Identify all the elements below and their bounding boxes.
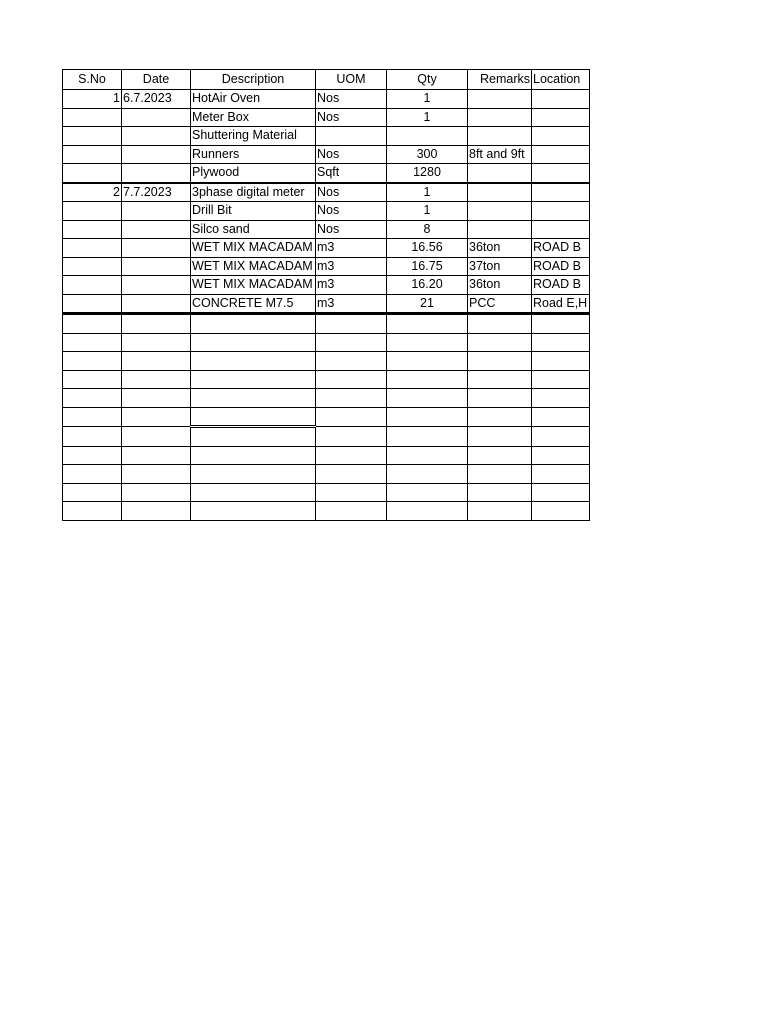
table-row [63,239,590,258]
table-row [63,183,590,202]
cell-date[interactable] [122,127,191,146]
cell-location[interactable] [532,164,590,183]
cell-uom[interactable]: Nos [316,108,387,127]
cell-uom[interactable]: Nos [316,220,387,239]
empty-cell[interactable] [63,407,122,427]
cell-sno[interactable] [63,294,122,314]
cell-date[interactable] [122,257,191,276]
empty-cell[interactable] [63,465,122,484]
table-row [63,90,590,109]
empty-cell[interactable] [191,427,316,447]
empty-cell[interactable] [191,370,316,389]
empty-row [63,314,590,334]
cell-uom[interactable]: Nos [316,90,387,109]
cell-qty[interactable]: 21 [387,294,468,314]
cell-date[interactable] [122,202,191,221]
empty-cell[interactable] [387,446,468,465]
cell-remarks[interactable] [468,183,532,202]
cell-date[interactable]: 6.7.2023 [122,90,191,109]
cell-location[interactable] [532,183,590,202]
empty-cell[interactable] [532,352,590,371]
cell-date[interactable] [122,220,191,239]
cell-description[interactable]: 3phase digital meter [191,183,316,202]
empty-cell[interactable] [122,483,191,502]
cell-date[interactable] [122,164,191,183]
empty-cell[interactable] [532,389,590,408]
cell-location[interactable] [532,220,590,239]
cell-uom[interactable]: m3 [316,294,387,314]
cell-location[interactable] [532,127,590,146]
empty-cell[interactable] [191,407,316,427]
empty-cell[interactable] [468,483,532,502]
cell-uom[interactable]: Nos [316,202,387,221]
cell-uom[interactable]: Sqft [316,164,387,183]
cell-qty[interactable]: 1 [387,90,468,109]
empty-cell[interactable] [63,427,122,447]
cell-remarks[interactable] [468,127,532,146]
empty-cell[interactable] [468,465,532,484]
cell-remarks[interactable]: 36ton [468,276,532,295]
cell-sno[interactable]: 1 [63,90,122,109]
empty-cell[interactable] [468,314,532,334]
empty-row [63,352,590,371]
empty-cell[interactable] [122,333,191,352]
empty-cell[interactable] [387,502,468,521]
empty-cell[interactable] [532,314,590,334]
empty-cell[interactable] [468,389,532,408]
empty-cell[interactable] [122,407,191,427]
cell-date[interactable] [122,294,191,314]
cell-qty[interactable]: 1 [387,202,468,221]
empty-cell[interactable] [532,333,590,352]
empty-cell[interactable] [387,483,468,502]
cell-location[interactable]: ROAD B [532,257,590,276]
cell-sno[interactable] [63,127,122,146]
cell-sno[interactable] [63,220,122,239]
empty-cell[interactable] [191,483,316,502]
empty-cell[interactable] [387,427,468,447]
empty-cell[interactable] [122,370,191,389]
cell-remarks[interactable]: PCC [468,294,532,314]
empty-cell[interactable] [191,352,316,371]
cell-sno[interactable] [63,257,122,276]
cell-remarks[interactable] [468,164,532,183]
empty-cell[interactable] [387,389,468,408]
empty-cell[interactable] [122,502,191,521]
empty-cell[interactable] [122,352,191,371]
empty-cell[interactable] [122,446,191,465]
empty-cell[interactable] [316,352,387,371]
empty-cell[interactable] [387,333,468,352]
empty-cell[interactable] [468,407,532,427]
empty-cell[interactable] [316,483,387,502]
cell-uom[interactable]: m3 [316,276,387,295]
table-row [63,108,590,127]
cell-location[interactable] [532,202,590,221]
empty-cell[interactable] [122,427,191,447]
empty-row [63,446,590,465]
cell-remarks[interactable] [468,202,532,221]
header-sno[interactable]: S.No [63,70,122,90]
cell-uom[interactable]: m3 [316,239,387,258]
cell-sno[interactable]: 2 [63,183,122,202]
empty-row [63,483,590,502]
table-row [63,257,590,276]
empty-cell[interactable] [122,465,191,484]
empty-row [63,465,590,484]
empty-cell[interactable] [532,446,590,465]
empty-cell[interactable] [316,333,387,352]
cell-uom[interactable] [316,127,387,146]
empty-cell[interactable] [191,446,316,465]
empty-cell[interactable] [468,427,532,447]
empty-cell[interactable] [316,465,387,484]
cell-location[interactable]: ROAD B [532,276,590,295]
cell-date[interactable] [122,108,191,127]
cell-description[interactable]: Plywood [191,164,316,183]
table-row [63,276,590,295]
cell-description[interactable]: Meter Box [191,108,316,127]
cell-remarks[interactable]: 37ton [468,257,532,276]
header-qty[interactable]: Qty [387,70,468,90]
empty-cell[interactable] [387,352,468,371]
empty-cell[interactable] [63,502,122,521]
empty-cell[interactable] [468,352,532,371]
empty-cell[interactable] [468,446,532,465]
header-row [63,70,590,90]
cell-description[interactable]: CONCRETE M7.5 [191,294,316,314]
cell-location[interactable]: Road E,H [532,294,590,314]
empty-cell[interactable] [122,314,191,334]
cell-description[interactable]: Runners [191,145,316,164]
empty-row [63,407,590,427]
cell-remarks[interactable]: 8ft and 9ft [468,145,532,164]
empty-cell[interactable] [316,314,387,334]
empty-row [63,502,590,521]
empty-cell[interactable] [191,465,316,484]
cell-description[interactable]: Silco sand [191,220,316,239]
empty-cell[interactable] [468,370,532,389]
empty-cell[interactable] [191,333,316,352]
cell-remarks[interactable] [468,90,532,109]
inventory-table [62,69,590,521]
empty-cell[interactable] [316,389,387,408]
cell-uom[interactable]: Nos [316,145,387,164]
cell-sno[interactable] [63,202,122,221]
empty-cell[interactable] [63,483,122,502]
cell-remarks[interactable] [468,108,532,127]
empty-cell[interactable] [191,314,316,334]
empty-cell[interactable] [316,502,387,521]
cell-qty[interactable]: 1280 [387,164,468,183]
table-row [63,202,590,221]
empty-row [63,427,590,447]
cell-location[interactable]: ROAD B [532,239,590,258]
cell-qty[interactable]: 300 [387,145,468,164]
empty-cell[interactable] [63,370,122,389]
empty-cell[interactable] [63,389,122,408]
cell-sno[interactable] [63,276,122,295]
header-remarks[interactable]: Remarks [468,70,532,90]
empty-row [63,389,590,408]
cell-description[interactable]: WET MIX MACADAM [191,239,316,258]
empty-cell[interactable] [532,427,590,447]
cell-qty[interactable]: 16.20 [387,276,468,295]
empty-cell[interactable] [316,427,387,447]
empty-cell[interactable] [316,370,387,389]
empty-cell[interactable] [316,446,387,465]
empty-cell[interactable] [63,333,122,352]
empty-cell[interactable] [532,465,590,484]
empty-cell[interactable] [316,407,387,427]
cell-date[interactable] [122,276,191,295]
empty-cell[interactable] [468,333,532,352]
empty-cell[interactable] [468,502,532,521]
header-uom[interactable]: UOM [316,70,387,90]
empty-cell[interactable] [532,407,590,427]
empty-cell[interactable] [63,446,122,465]
table-row [63,127,590,146]
header-location[interactable]: Location [532,70,590,90]
cell-qty[interactable]: 8 [387,220,468,239]
cell-date[interactable] [122,239,191,258]
cell-location[interactable] [532,108,590,127]
cell-description[interactable]: Drill Bit [191,202,316,221]
table-row [63,220,590,239]
cell-qty[interactable]: 16.75 [387,257,468,276]
empty-cell[interactable] [387,314,468,334]
cell-uom[interactable]: m3 [316,257,387,276]
empty-cell[interactable] [387,407,468,427]
empty-cell[interactable] [532,370,590,389]
cell-qty[interactable]: 16.56 [387,239,468,258]
header-description[interactable]: Description [191,70,316,90]
empty-row [63,370,590,389]
table-row [63,145,590,164]
cell-remarks[interactable]: 36ton [468,239,532,258]
empty-cell[interactable] [532,502,590,521]
empty-cell[interactable] [191,389,316,408]
cell-date[interactable] [122,145,191,164]
empty-cell[interactable] [387,370,468,389]
cell-uom[interactable]: Nos [316,183,387,202]
empty-cell[interactable] [63,352,122,371]
empty-cell[interactable] [63,314,122,334]
table-row [63,294,590,314]
empty-cell[interactable] [387,465,468,484]
empty-row [63,333,590,352]
cell-qty[interactable]: 1 [387,183,468,202]
cell-description[interactable]: WET MIX MACADAM [191,276,316,295]
cell-location[interactable] [532,90,590,109]
table-row [63,164,590,183]
cell-qty[interactable] [387,127,468,146]
empty-cell[interactable] [122,389,191,408]
empty-cell[interactable] [191,502,316,521]
header-date[interactable]: Date [122,70,191,90]
cell-description[interactable]: HotAir Oven [191,90,316,109]
cell-location[interactable] [532,145,590,164]
cell-sno[interactable] [63,145,122,164]
cell-sno[interactable] [63,108,122,127]
cell-sno[interactable] [63,164,122,183]
cell-sno[interactable] [63,239,122,258]
cell-qty[interactable]: 1 [387,108,468,127]
cell-remarks[interactable] [468,220,532,239]
cell-description[interactable]: Shuttering Material [191,127,316,146]
cell-description[interactable]: WET MIX MACADAM [191,257,316,276]
cell-date[interactable]: 7.7.2023 [122,183,191,202]
empty-cell[interactable] [532,483,590,502]
